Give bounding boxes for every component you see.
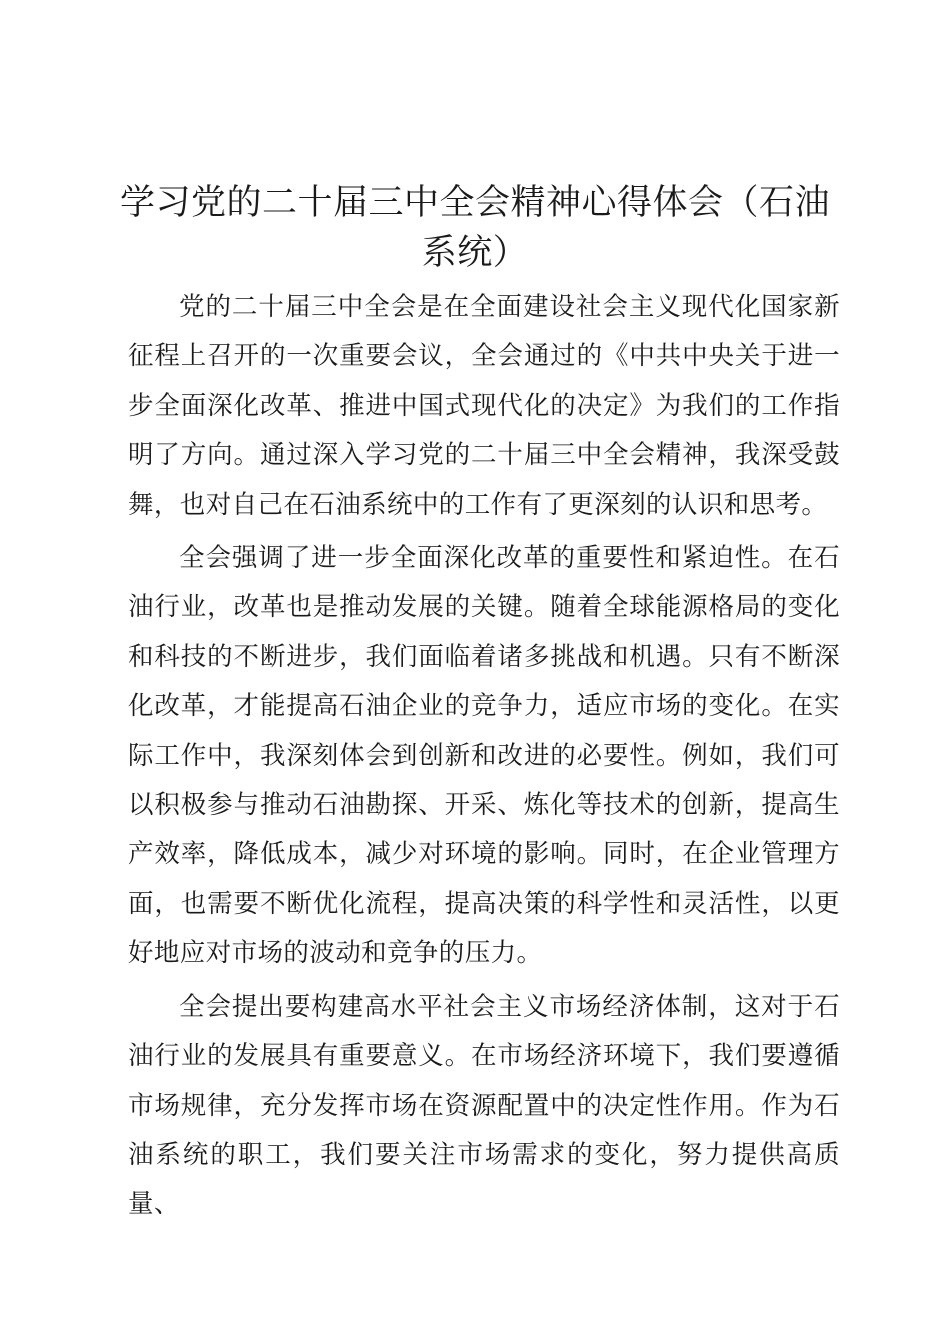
paragraph-3: 全会提出要构建高水平社会主义市场经济体制，这对于石油行业的发展具有重要意义。在市场经济环境下，我们要遵循市场规律，充分发挥市场在资源配置中的决定性作用。作为石油系统的职工，我们要关注市场需求的变化，努力提供高质量、 [128,991,840,1220]
document-title: 学习党的二十届三中全会精神心得体会（石油系统） [119,183,830,273]
document-body [128,283,840,1234]
paragraph-1: 党的二十届三中全会是在全面建设社会主义现代化国家新征程上召开的一次重要会议，全会通过的《中共中央关于进一步全面深化改革、推进中国式现代化的决定》为我们的工作指明了方向。通过深入学习党的二十届三中全会精神，我深受鼓舞，也对自己在石油系统中的工作有了更深刻的认识和思考。 [128,292,840,520]
paragraph-2: 全会强调了进一步全面深化改革的重要性和紧迫性。在石油行业，改革也是推动发展的关键。随着全球能源格局的变化和科技的不断进步，我们面临着诸多挑战和机遇。只有不断深化改革，才能提高石油企业的竞争力，适应市场的变化。在实际工作中，我深刻体会到创新和改进的必要性。例如，我们可以积极参与推动石油勘探、开采、炼化等技术的创新，提高生产效率，降低成本，减少对环境的影响。同时，在企业管理方面，也需要不断优化流程，提高决策的科学性和灵活性，以更好地应对市场的波动和竞争的压力。 [128,543,840,969]
